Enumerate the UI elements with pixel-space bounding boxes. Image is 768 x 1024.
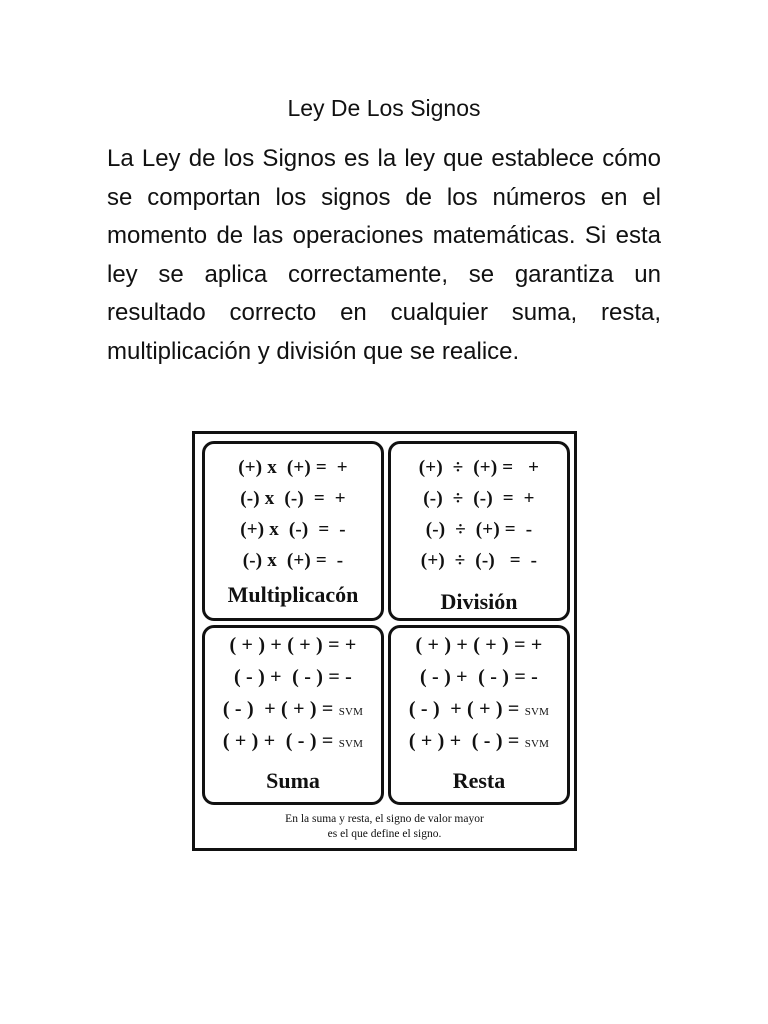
page-title: Ley De Los Signos bbox=[287, 95, 481, 121]
multiplication-rule: (+) x (+) = + bbox=[238, 457, 348, 478]
svm-suffix: SVM bbox=[524, 738, 550, 750]
sum-rule-expr: ( - ) + ( + ) = bbox=[222, 698, 339, 720]
subtraction-rule bbox=[391, 698, 567, 721]
sign-rules-figure bbox=[192, 431, 577, 851]
subtraction-rule bbox=[391, 730, 567, 753]
sum-rule bbox=[205, 698, 381, 721]
multiplication-rule: (-) x (+) = - bbox=[242, 550, 344, 571]
sum-rule-expr: ( + ) + ( + ) = + bbox=[229, 634, 357, 656]
multiplication-rule: (+) x (-) = - bbox=[240, 519, 346, 540]
subtraction-rule-expr: ( - ) + ( - ) = - bbox=[419, 666, 538, 688]
division-rule: (-) ÷ (-) = + bbox=[423, 488, 535, 509]
intro-paragraph: La Ley de los Signos es la ley que establece cómo se comportan los signos de los números en el momento de las operaciones matemáticas. Si esta ley se aplica correctamente, se garantiza un resultado correcto en cualquier suma, resta, multiplicación y división que se realice. bbox=[107, 145, 661, 365]
division-label: División bbox=[440, 589, 518, 614]
multiplication-label: Multiplicacón bbox=[227, 582, 359, 607]
note-line: En la suma y resta, el signo de valor mayor bbox=[285, 813, 484, 825]
subtraction-panel bbox=[388, 625, 570, 805]
multiplication-rule: (-) x (-) = + bbox=[240, 488, 346, 509]
division-rule: (+) ÷ (+) = + bbox=[418, 457, 540, 478]
sum-rule-expr: ( + ) + ( - ) = bbox=[222, 730, 339, 752]
sum-rule bbox=[205, 730, 381, 753]
subtraction-rule-expr: ( + ) + ( - ) = bbox=[408, 730, 525, 752]
subtraction-rule bbox=[391, 666, 567, 689]
svm-suffix: SVM bbox=[524, 706, 550, 718]
multiplication-panel bbox=[202, 441, 384, 621]
sum-rule-expr: ( - ) + ( - ) = - bbox=[233, 666, 352, 688]
division-rule: (+) ÷ (-) = - bbox=[420, 550, 538, 571]
svm-suffix: SVM bbox=[338, 706, 364, 718]
subtraction-rule-expr: ( - ) + ( + ) = bbox=[408, 698, 525, 720]
subtraction-label: Resta bbox=[452, 768, 506, 793]
sum-panel bbox=[202, 625, 384, 805]
division-rule: (-) ÷ (+) = - bbox=[425, 519, 533, 540]
note-line: es el que define el signo. bbox=[327, 828, 442, 840]
subtraction-rule-expr: ( + ) + ( + ) = + bbox=[415, 634, 543, 656]
svm-suffix: SVM bbox=[338, 738, 364, 750]
division-panel bbox=[388, 441, 570, 621]
sum-rule bbox=[205, 634, 381, 657]
sum-rule bbox=[205, 666, 381, 689]
sum-label: Suma bbox=[266, 768, 320, 793]
figure-note bbox=[195, 812, 574, 842]
subtraction-rule bbox=[391, 634, 567, 657]
